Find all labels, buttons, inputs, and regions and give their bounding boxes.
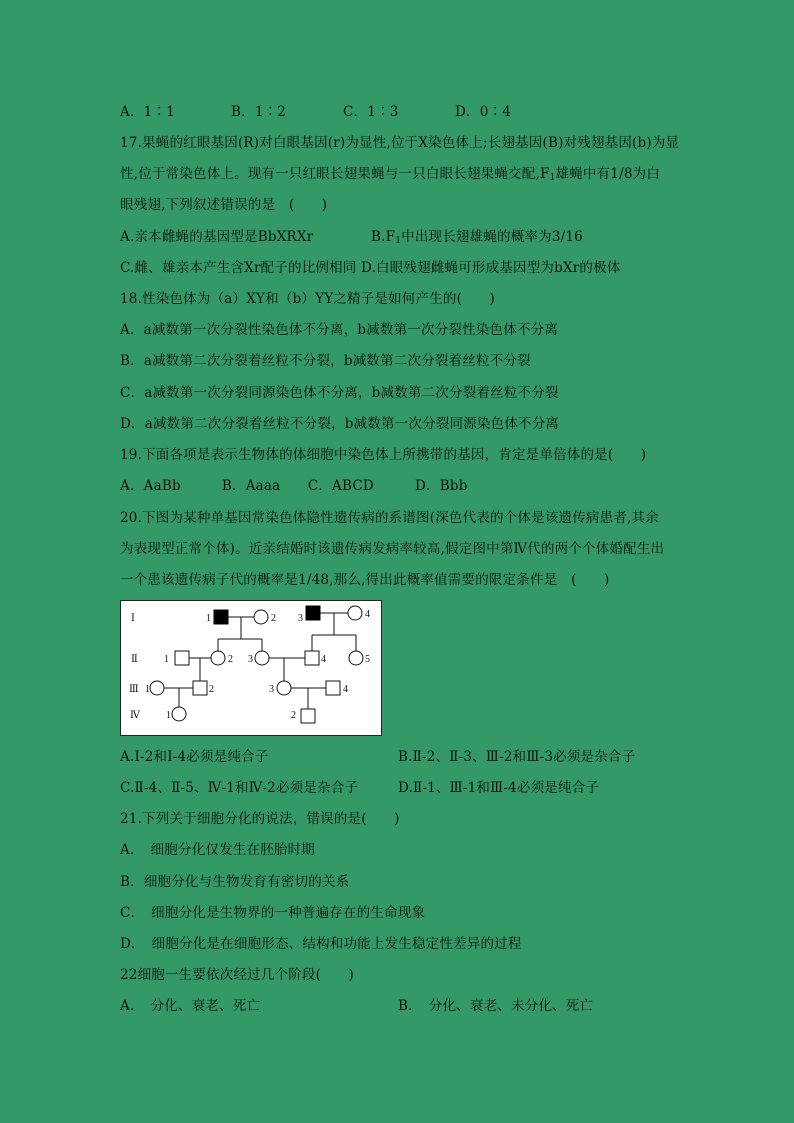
q18-option-a: A．a减数第一次分裂性染色体不分离，b减数第一次分裂性染色体不分离 [120,322,559,338]
female-iii1 [150,681,164,695]
q16-option-b: B．1∶2 [231,104,287,120]
q17-stem-line3: 眼残翅,下列叙述错误的是 ( ) [120,197,328,213]
q20-option-d: D.Ⅱ-1、Ⅲ-1和Ⅲ-4必须是纯合子 [398,780,600,796]
q20-stem-line3: 一个患该遗传病子代的概率是1/48,那么,得出此概率值需要的限定条件是 ( ) [120,572,610,588]
female-ii2 [211,651,225,665]
q17-option-b-post: 中出现长翅雄蝇的概率为3/16 [401,229,583,245]
q21-option-d: D． 细胞分化是在细胞形态、结构和功能上发生稳定性差异的过程 [120,936,522,952]
female-iv1 [172,707,186,721]
label-iii3: 3 [269,684,274,695]
label-i3: 3 [298,613,303,624]
generation-label-iv: Ⅳ [130,710,140,721]
label-i4: 4 [365,609,370,620]
q21-option-b: B．细胞分化与生物发育有密切的关系 [120,874,350,890]
q18-option-d: D．a减数第二次分裂着丝粒不分裂，b减数第一次分裂同源染色体不分离 [120,416,560,432]
q19-stem: 19.下面各项是表示生物体的体细胞中染色体上所携带的基因，肯定是单倍体的是( ) [120,447,647,463]
q17-option-a: A.亲本雌蝇的基因型是BbXRXr [120,229,314,245]
generation-label-i: Ⅰ [131,613,135,624]
female-i2 [254,610,268,624]
generation-label-iii: Ⅲ [129,684,139,695]
pedigree-svg [121,601,381,735]
q16-option-d: D．0∶4 [455,104,512,120]
male-iii4 [326,681,340,695]
q17-line2-subscript: 1 [549,173,556,183]
label-ii5: 5 [365,654,370,665]
affected-male-i1 [214,610,228,624]
q18-option-c: C．a减数第一次分裂同源染色体不分离，b减数第二次分裂着丝粒不分裂 [120,385,559,401]
label-ii1: 1 [164,654,169,665]
q22-stem: 22细胞一生要依次经过几个阶段( ) [120,967,355,983]
label-ii2: 2 [228,654,233,665]
q16-option-c: C．1∶3 [343,104,399,120]
q17-line2-text-a: 性,位于常染色体上。现有一只红眼长翅果蝇与一只白眼长翅果蝇交配,F [120,166,550,182]
q20-option-a: A.Ⅰ-2和Ⅰ-4必须是纯合子 [120,749,269,765]
female-iii3 [277,681,291,695]
label-iv1: 1 [166,710,171,721]
q20-option-c: C.Ⅱ-4、Ⅱ-5、Ⅳ-1和Ⅳ-2必须是杂合子 [120,780,359,796]
male-ii1 [175,651,189,665]
affected-male-i3 [306,606,320,620]
label-i2: 2 [271,613,276,624]
q20-stem-line2: 为表现型正常个体)。近亲结婚时该遗传病发病率较高,假定图中第Ⅳ代的两个个体婚配生出 [120,541,665,557]
q20-stem-line1: 20.下图为某种单基因常染色体隐性遗传病的系谱图(深色代表的个体是该遗传病患者,其余 [120,510,659,526]
male-ii4 [305,651,319,665]
q21-option-a: A． 细胞分化仅发生在胚胎时期 [120,842,315,858]
q17-option-cd: C.雌、雄亲本产生含Xr配子的比例相同 D.白眼残翅雌蝇可形成基因型为bXr的极体 [120,260,621,276]
q18-stem: 18.性染色体为（a）XY和（b）YY之精子是如何产生的( ) [120,291,495,307]
q17-stem-line1: 17.果蝇的红眼基因(R)对白眼基因(r)为显性,位于X染色体上;长翅基因(B)对残翅基因(b)为显 [120,135,680,151]
q22-option-a: A． 分化、衰老、死亡 [120,998,261,1014]
generation-label-ii: Ⅱ [131,654,138,665]
q17-stem-line2 [120,165,660,187]
q19-options: A．AaBb B．Aaaa C．ABCD D．Bbb [120,478,468,494]
q17-option-b-pre: B.F [371,229,396,245]
female-i4 [348,606,362,620]
pedigree-diagram [120,600,382,736]
female-ii3 [255,651,269,665]
label-ii3: 3 [248,654,253,665]
label-iii2: 2 [209,684,214,695]
q22-option-b: B． 分化、衰老、未分化、死亡 [398,998,594,1014]
male-iv2 [301,709,315,723]
label-iv2: 2 [291,710,296,721]
q21-option-c: C． 细胞分化是生物界的一种普遍存在的生命现象 [120,905,426,921]
q17-option-b-subscript: 1 [395,236,402,246]
q17-line2-text-b: 雄蝇中有1/8为白 [555,166,661,182]
q20-option-b: B.Ⅱ-2、Ⅱ-3、Ⅲ-2和Ⅲ-3必须是杂合子 [398,749,636,765]
female-ii5 [349,651,363,665]
label-iii1: 1 [145,684,150,695]
q17-option-b [371,228,583,250]
q16-option-a: A．1∶1 [120,104,175,120]
male-iii2 [193,681,207,695]
q21-stem: 21.下列关于细胞分化的说法，错误的是( ) [120,811,400,827]
label-iii4: 4 [343,684,348,695]
label-ii4: 4 [321,654,326,665]
label-i1: 1 [206,613,211,624]
q18-option-b: B．a减数第二次分裂着丝粒不分裂，b减数第二次分裂着丝粒不分裂 [120,353,531,369]
